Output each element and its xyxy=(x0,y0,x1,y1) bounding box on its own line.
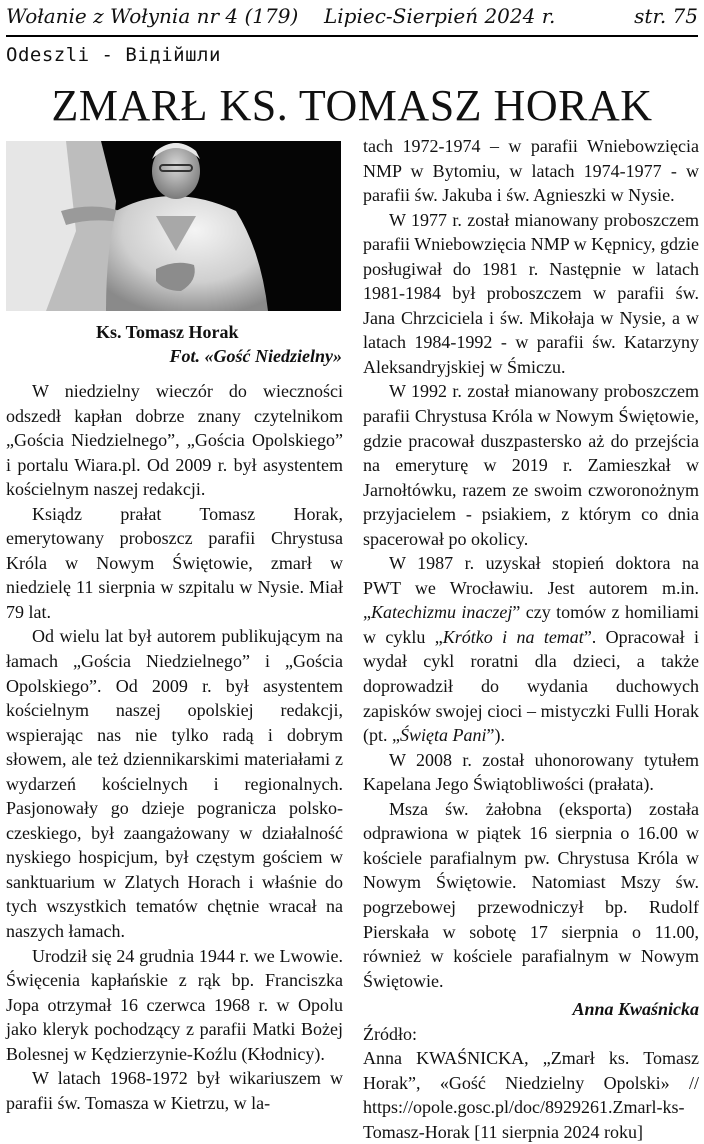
source-citation: Anna KWAŚNICKA, „Zmarł ks. Tomasz Horak”, «Gość Niedzielny Opolski» // https://opole.gosc.pl/doc/8929261.Zmarl-ks-Tomasz-Horak [11 sierpnia 2024 roku] xyxy=(363,1048,699,1142)
credit-source: Gość Niedzielny xyxy=(213,346,333,366)
paragraph-6: W 1977 r. został mianowany proboszczem parafii Wniebowzięcia NMP w Kępnicy, gdzie posługiwał do 1981 r. Następnie w latach 1981-1984 był proboszczem w parafii św. Jana Chrzciciela i św. Mikołaja w Nysie, a w latach 1984-1992 - w parafii św. Katarzyny Aleksandryjskiej w Śmiczu. xyxy=(363,209,699,377)
paragraph-3: Od wielu lat był autorem publikującym na łamach „Gościa Niedzielnego” i „Gościa Opolskiego”. Od 2009 r. był asystentem kościelnym naszej opolskiej redakcji, wspierając nas nie tylko radą i dobrym słowem, ale też dziennikarskimi materiałami z wydarzeń kościelnych i regionalnych. Pasjonowały go dzieje pogranicza polsko-czeskiego, był zaangażowany w działalność nyskiego hospicjum, był częstym gościem w sanktuarium w Zlatych Horach i właśnie do tych wszystkich tematów chętnie wracał na naszych łamach. xyxy=(6,626,343,942)
paragraph-1: W niedzielny wieczór do wieczności odszedł kapłan dobrze znany czytelnikom „Gościa Niedzielnego”, „Gościa Opolskiego” i portalu Wiara.pl. Od 2009 r. był asystentem kościelnym naszej redakcji. xyxy=(6,381,343,500)
page-header xyxy=(6,0,698,34)
p8-text-c: ” czy tomów z homiliami w cyklu „ xyxy=(363,602,699,647)
article-column-1 xyxy=(6,379,343,1115)
article-column-2 xyxy=(363,134,699,1144)
paragraph-5: W latach 1968-1972 był wikariuszem w parafii św. Tomasza w Kietrzu, w la- xyxy=(6,1068,343,1113)
paragraph-10: Msza św. żałobna (eksporta) została odprawiona w piątek 16 sierpnia o 16.00 w kościele parafialnym pw. Chrystusa Króla w Nowym Świętowie. Natomiast Mszy św. pogrzebowej przewodniczył bp. Rudolf Pierskała w sobotę 17 sierpnia o 11.00, również w kościele parafialnym w Nowym Świętowie. xyxy=(363,798,699,991)
book-title-swieta-pani: Święta Pani xyxy=(399,725,487,746)
page-number: str. 75 xyxy=(634,4,698,28)
journal-name: Wołanie z Wołynia nr 4 (179) xyxy=(6,4,299,28)
article-author: Anna Kwaśnicka xyxy=(572,999,699,1020)
credit-prefix: Fot. « xyxy=(169,346,214,366)
paragraph-9: W 2008 r. został uhonorowany tytułem Kapelana Jego Świątobliwości (prałata). xyxy=(363,749,699,795)
p8-text-g: ”). xyxy=(486,725,505,746)
book-title-krotko: Krótko i na temat xyxy=(442,626,584,647)
section-label: Odeszli - Відійшли xyxy=(6,44,221,66)
photo-illustration xyxy=(6,141,341,311)
p8-text-a: W 1987 r. uzyskał stopień doktora na PWT we Wrocławiu. Jest autorem m.in. „ xyxy=(363,553,699,623)
source-label: Źródło: xyxy=(363,1023,417,1044)
paragraph-8 xyxy=(363,551,699,747)
paragraph-2: Ksiądz prałat Tomasz Horak, emerytowany proboszcz parafii Chrystusa Króla w Nowym Świętowie, zmarł w niedzielę 11 sierpnia w szpitalu w Nysie. Miał 79 lat. xyxy=(6,503,343,622)
paragraph-4: Urodził się 24 grudnia 1944 r. we Lwowie. Święcenia kapłańskie z rąk bp. Franciszka Jopa otrzymał 16 czerwca 1968 r. w Opolu jako kleryk pochodzący z parafii Matki Bożej Bolesnej w Kędzierzynie-Koźlu (Kłodnicy). xyxy=(6,945,343,1064)
header-rule xyxy=(6,35,698,37)
priest-photo xyxy=(6,141,341,311)
issue-date: Lipiec-Sierpień 2024 r. xyxy=(324,4,556,28)
credit-suffix: » xyxy=(333,346,342,366)
p8-text-e: ”. Opracował i wydał cykl roratni dla dzieci, a także doprowadził do wydania duchowych zapisków swojej cioci – mistyczki Fulli Horak (pt. „ xyxy=(363,626,699,746)
paragraph-5-continued: tach 1972-1974 – w parafii Wniebowzięcia NMP w Bytomiu, w latach 1974-1977 - w parafii św. Jakuba i św. Agnieszki w Nysie. xyxy=(363,136,699,206)
book-title-katechizm: Katechizmu inaczej xyxy=(371,602,513,623)
photo-caption-name: Ks. Tomasz Horak xyxy=(96,322,239,342)
article-title: ZMARŁ KS. TOMASZ HORAK xyxy=(51,81,653,130)
paragraph-7: W 1992 r. został mianowany proboszczem parafii Chrystusa Króla w Nowym Świętowie, gdzie pracował duszpastersko aż do przejścia na emeryturę w 2019 r. Zamieszkał w Jarnołtówku, razem ze swoim czworonożnym przyjacielem - psiakiem, z którym co dnia spacerował po okolicy. xyxy=(363,381,699,549)
photo-caption-credit xyxy=(170,346,343,367)
